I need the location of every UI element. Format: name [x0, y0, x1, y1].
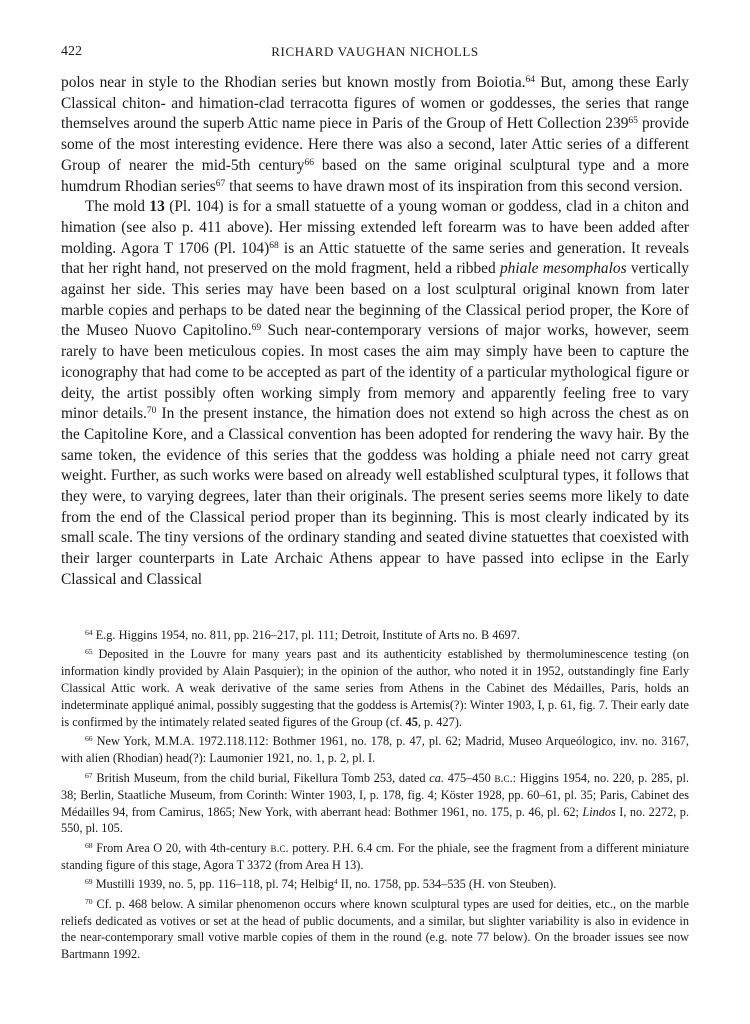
paragraph: polos near in style to the Rhodian series but known mostly from Boiotia.$^{64}$ But, among these Early Classical chiton- and himation-clad terracotta figures of women or goddesses, the series that range themselves around the superb Attic name piece in Paris of the Group of Hett Collection $239^{65}$ provide some of the most interesting evidence. Here there was also a second, later Attic series of a different Group of nearer the mid-5th century$^{66}$ based on the same original sculptural type and a more humdrum Rhodian series$^{67}$ that seems to have drawn most of its inspiration from this second version. [61, 73, 689, 195]
page-number: 422 [61, 44, 82, 59]
footnote-ref[interactable]: 70 [146, 405, 157, 416]
footnote-ref[interactable]: 69 [251, 322, 262, 334]
footnote-number: 70 [85, 896, 93, 906]
footnote-ref[interactable]: 65 [628, 115, 638, 127]
catalogue-number: 13 [149, 198, 165, 216]
footnote: $^{64}$ E.g. Higgins 1954, no. 811, pp. 216–217, pl. 111; Detroit, Institute of Arts no. B 4697. [85, 627, 520, 642]
footnote-number: 65 [85, 647, 93, 657]
footnote-ref[interactable]: 66 [304, 156, 314, 168]
footnote: $^{69}$ Mustilli 1939, no. 5, pp. 116–118, pl. 74; Helbig$^4$ II, no. 1758, pp. 534–535 (H. von Steuben). [85, 877, 557, 892]
footnote: $^{68}$ From Area O 20, with 4th-century b.c. pottery. P.H. 6.4 cm. For the phiale, see the fragment from a different miniature standing figure of this stage, Agora T 3372 (from Area H 13). [61, 840, 690, 872]
main-text [61, 73, 689, 591]
footnote-number: 69 [85, 877, 93, 886]
footnote: $^{67}$ British Museum, from the child burial, Fikellura Tomb 253, dated ca. 475–450 b.c.: Higgins 1954, no. 220, p. 285, pl. 38; Berlin, Staatliche Museum, from Corinth: Winter 1903, I, p. 178, fig. 4; Köster 1928, pp. 60–61, pl. 35; Paris, Cabinet des Médailles 94, from Camirus, 1865; New York, with aberrant head: Bothmer 1961, no. 175, p. 46, pl. 62; Lindos I, no. 2272, p. 550, pl. 105. [61, 770, 690, 836]
catalogue-number: 45 [405, 715, 418, 730]
footnote-number: 64 [85, 627, 93, 637]
footnote-ref[interactable]: 67 [215, 177, 226, 189]
footnote: $^{70}$ Cf. p. 468 below. A similar phenomenon occurs where known sculptural types are used for deities, etc., on the marble reliefs dedicated as votives or set at the head of public documents, and a similar, but slighter variability is also in evidence in the near-contemporary small votive marble copies of them in the round (e.g. note 77 below). On the broader issues see now Bartmann 1992. [61, 896, 690, 962]
running-head: RICHARD VAUGHAN NICHOLLS [271, 44, 479, 59]
footnotes [61, 627, 689, 966]
footnote-number: 66 [85, 734, 93, 744]
footnote: $^{66}$ New York, M.M.A. 1972.118.112: Bothmer 1961, no. 178, p. 47, pl. 62; Madrid, Museo Arqueólogico, inv. no. 3167, with alien (Rhodian) head(?): Laumonier 1921, no. 1, p. 2, pl. I. [61, 734, 690, 766]
paragraph: The mold 13 (Pl. 104) is for a small statuette of a young woman or goddess, clad in a chiton and himation (see also p. 411 above). Her missing extended left forearm was to have been added after molding. Agora T 1706 (Pl. 104)$^{68}$ is an Attic statuette of the same series and generation. It reveals that her right hand, not preserved on the mold fragment, held a ribbed phiale mesomphalos vertically against her side. This series may have been based on a lost sculptural original known from later marble copies and perhaps to be dated near the beginning of the Classical period proper, the Kore of the Museo Nuovo Capitolino.$^{69}$ Such near-contemporary versions of major works, however, seem rarely to have been meticulous copies. In most cases the aim may simply have been to capture the iconography that had come to be accepted as part of the identity of a particular mythological figure or deity, the artist possibly often working simply from memory and apparently feeling free to vary minor details.$^{70}$ In the present instance, the himation does not extend so high across the chest as on the Capitoline Kore, and a Classical convention has been adopted for rendering the wavy hair. By the same token, the evidence of this series that the goddess was holding a phiale need not carry great weight. Further, as such works were based on already well established sculptural types, it follows that they were, to varying degrees, later than their originals. The present series seems more likely to date from the end of the Classical period proper than its beginning. This is most clearly indicated by its small scale. The tiny versions of the ordinary standing and seated divine statuettes that coexisted with their larger counterparts in Late Archaic Athens appear to have passed into eclipse in the Early Classical and Classical [61, 198, 689, 588]
footnote-number: 67 [85, 770, 93, 780]
footnote-ref[interactable]: 68 [269, 239, 279, 251]
page-header [61, 44, 689, 64]
italic-term: phiale mesomphalos [499, 260, 627, 278]
footnote-ref[interactable]: 64 [525, 73, 536, 85]
footnote-number: 68 [85, 840, 93, 850]
footnote: $^{65}$ Deposited in the Louvre for many years past and its authenticity established by thermoluminescence testing (on information kindly provided by Alain Pasquier); in the opinion of the author, who noted it in 1952, outstandingly fine Early Classical Attic work. A weak derivative of the same series from Athens in the Cabinet des Médailles, Paris, holds an indeterminate appliqué animal, possibly suggesting that the goddess is Artemis(?): Winter 1903, I, p. 61, fig. 7. Their early date is confirmed by the intimately related seated figures of the Group (cf. 45, p. 427). [61, 647, 689, 730]
